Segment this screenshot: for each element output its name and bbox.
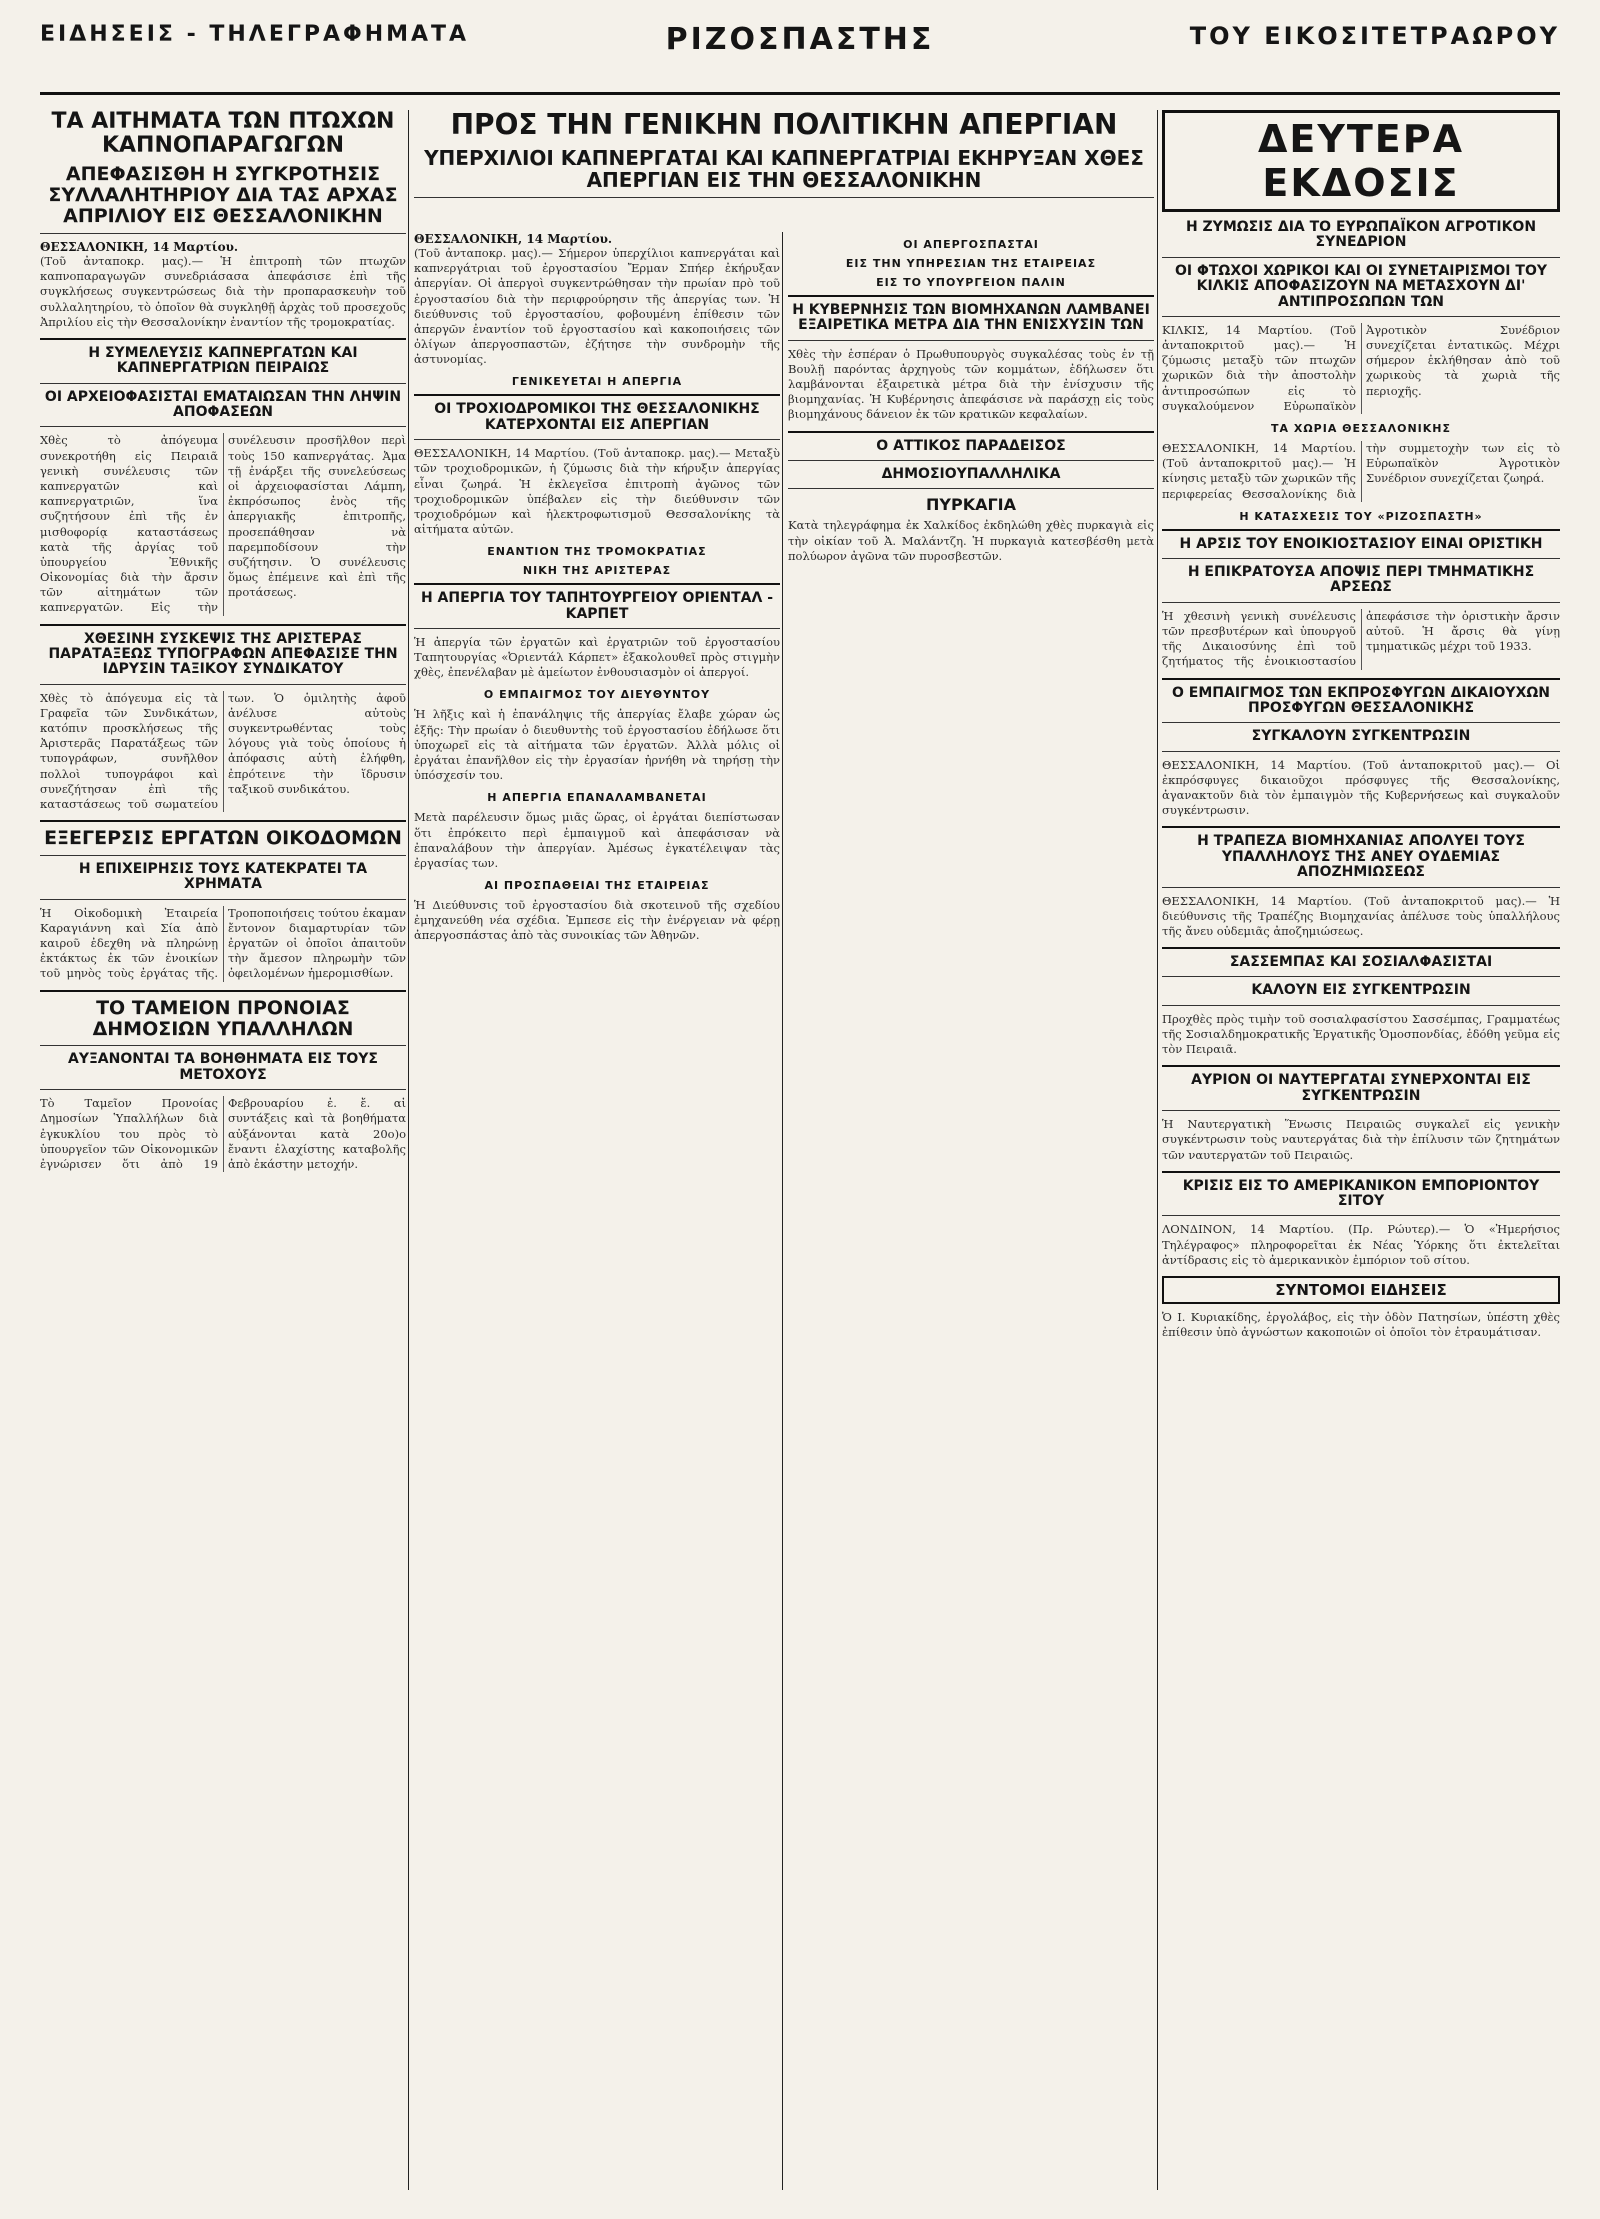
headline-sub: ΟΙ ΦΤΩΧΟΙ ΧΩΡΙΚΟΙ ΚΑΙ ΟΙ ΣΥΝΕΤΑΙΡΙΣΜΟΙ ΤΟΥ ΚΙΛΚΙΣ ΑΠΟΦΑΣΙΖΟΥΝ ΝΑ ΜΕΤΑΣΧΟΥΝ ΔΙ' ΑΝΤΙΠΡΟΣΩΠΩΝ ΤΩΝ [1162,264,1560,317]
column-rule [782,232,783,2190]
headline-sub: Η ΕΠΙΧΕΙΡΗΣΙΣ ΤΟΥΣ ΚΑΤΕΚΡΑΤΕΙ ΤΑ ΧΡΗΜΑΤΑ [40,862,406,900]
subhead: ΓΕΝΙΚΕΥΕΤΑΙ Η ΑΠΕΡΓΙΑ [511,375,683,389]
headline: ΤΑ ΑΙΤΗΜΑΤΑ ΤΩΝ ΠΤΩΧΩΝ ΚΑΠΝΟΠΑΡΑΓΩΓΩΝ [51,110,395,159]
headline-sub: ΑΠΕΦΑΣΙΣΘΗ Η ΣΥΓΚΡΟΤΗΣΙΣ ΣΥΛΛΑΛΗΤΗΡΙΟΥ ΔΙΑ ΤΑΣ ΑΡΧΑΣ ΑΠΡΙΛΙΟΥ ΕΙΣ ΘΕΣΣΑΛΟΝΙΚΗΝ [40,164,406,234]
article-body: Ἡ Ναυτεργατικὴ Ἕνωσις Πειραιῶς συγκαλεῖ εἰς γενικὴν συγκέντρωσιν τοὺς ναυτεργάτας διὰ τὴν ἐπίλυσιν τῶν ζητημάτων τῶν ναυτεργατῶν τοῦ Πειραιῶς. [1162,1117,1560,1162]
article-body: Χθὲς τὸ ἀπόγευμα συνεκροτήθη εἰς Πειραιᾶ γενικὴ συνέλευσις τῶν καπνεργατῶν καὶ καπνεργατριῶν, ἵνα συζητήσουν ἐπὶ τῆς ἐν μισθοφορίᾳ καταστάσεως κατὰ τῆς ἀργίας τοῦ ὑπουργείου Ἐθνικῆς Οἰκονομίας διὰ τὴν ἄρσιν τῶν αἰτημάτων τῶν καπνεργατῶν. Εἰς τὴν συνέλευσιν προσῆλθον περὶ τοὺς 150 καπνεργάτας. Ἀμα τῇ ἐνάρξει τῆς συνελεύσεως οἱ ἀρχειοφασίσται Λάμπη, ἐκπρόσωπος ἐνὸς τῆς ἀπεργιακῆς ἐπιτροπῆς, προσεπάθησαν νὰ παρεμποδίσουν τὴν συζήτησιν. Ὁ συνέλευσις ὅμως ἐπέμεινε καὶ ἐπὶ τῆς προτάσεως. [40,433,406,615]
article-body: Τὸ Ταμεῖον Προνοίας Δημοσίων Ὑπαλλήλων διὰ ἐγκυκλίου του πρὸς τὸ ὑπουργεῖον τῶν Οἰκονομικῶν ἐγνώρισεν ὅτι ἀπὸ 19 Φεβρουαρίου ἐ. ἔ. αἱ συντάξεις καὶ τὰ βοηθήματα αὐξάνονται κατὰ 20ο)ο ἔναντι ἐλαχίστης καταβολῆς ἀπὸ ἐκάστην μετοχήν. [40,1096,406,1171]
headline-sub: ΑΥΞΑΝΟΝΤΑΙ ΤΑ ΒΟΗΘΗΜΑΤΑ ΕΙΣ ΤΟΥΣ ΜΕΤΟΧΟΥΣ [40,1052,406,1090]
headline: ΟΙ ΤΡΟΧΙΟΔΡΟΜΙΚΟΙ ΤΗΣ ΘΕΣΣΑΛΟΝΙΚΗΣ ΚΑΤΕΡΧΟΝΤΑΙ ΕΙΣ ΑΠΕΡΓΙΑΝ [414,394,780,440]
newspaper-title: ΡΙΖΟΣΠΑΣΤΗΣ [665,22,935,57]
article-body: ΘΕΣΣΑΛΟΝΙΚΗ, 14 Μαρτίου. (Τοῦ ἀνταποκριτοῦ μας).— Ἡ κίνησις μεταξὺ τῶν χωρικῶν τῆς περιφερείας Θεσσαλονίκης διὰ τὴν συμμετοχὴν των εἰς τὸ Εὐρωπαϊκὸν Ἀγροτικὸν Συνέδριον συνεχίζεται ζωηρά. [1162,440,1560,501]
headline: ΤΟ ΤΑΜΕΙΟΝ ΠΡΟΝΟΙΑΣ ΔΗΜΟΣΙΩΝ ΥΠΑΛΛΗΛΩΝ [40,990,406,1047]
headline: ΧΘΕΣΙΝΗ ΣΥΣΚΕΨΙΣ ΤΗΣ ΑΡΙΣΤΕΡΑΣ ΠΑΡΑΤΑΞΕΩΣ ΤΥΠΟΓΡΑΦΩΝ ΑΠΕΦΑΣΙΣΕ ΤΗΝ ΙΔΡΥΣΙΝ ΤΑΞΙΚΟΥ ΣΥΝΔΙΚΑΤΟΥ [40,624,406,685]
subhead: ΑΙ ΠΡΟΣΠΑΘΕΙΑΙ ΤΗΣ ΕΤΑΙΡΕΙΑΣ [484,879,710,893]
subhead: ΕΙΣ ΤΟ ΥΠΟΥΡΓΕΙΟΝ ΠΑΛΙΝ [876,276,1066,289]
headline: ΕΞΕΓΕΡΣΙΣ ΕΡΓΑΤΩΝ ΟΙΚΟΔΟΜΩΝ [40,820,406,856]
dateline: ΘΕΣΣΑΛΟΝΙΚΗ, 14 Μαρτίου. [414,232,613,246]
headline: ΠΥΡΚΑΓΙΑ [925,495,1016,515]
headline: Η ΣΥΜΕΛΕΥΣΙΣ ΚΑΠΝΕΡΓΑΤΩΝ ΚΑΙ ΚΑΠΝΕΡΓΑΤΡΙΩΝ ΠΕΙΡΑΙΩΣ [40,338,406,384]
article-body: Κατὰ τηλεγράφημα ἐκ Χαλκίδος ἐκδηλώθη χθὲς πυρκαγιὰ εἰς τὴν οἰκίαν τοῦ Ἀ. Μαλάντζη. Ἡ πυρκαγιὰ κατεσβέσθη μετὰ πολύωρον ἀγῶνα τῶν πυροσβεστῶν. [788,518,1154,563]
article-body: Ἡ χθεσινὴ γενικὴ συνέλευσις τῶν πρεσβυτέρων καὶ ὑπουργοῦ τῆς Δικαιοσύνης ἐπὶ τοῦ ζητήματος τῆς ἐνοικιοστασίου ἀπεφάσισε τὴν ὁριστικὴν ἄρσιν αὐτοῦ. Ἡ ἄρσις θὰ γίνῃ τμηματικῶς μέχρι τοῦ 1933. [1162,608,1560,669]
subhead: Ο ΕΜΠΑΙΓΜΟΣ ΤΟΥ ΔΙΕΥΘΥΝΤΟΥ [483,688,711,702]
edition-title: ΤΟΥ ΕΙΚΟΣΙΤΕΤΡΑΩΡΟΥ [1189,22,1560,50]
column-rule [1157,110,1158,2190]
subhead: Η ΑΠΕΡΓΙΑ ΕΠΑΝΑΛΑΜΒΑΝΕΤΑΙ [487,791,707,805]
banner-headline [414,110,1154,230]
article-body: ΛΟΝΔΙΝΟΝ, 14 Μαρτίου. (Πρ. Ρώυτερ).— Ὁ «Ἡμερήσιος Τηλέγραφος» πληροφορεῖται ἐκ Νέας Ὑόρκης ὅτι ἐκτελεῖται ἀντίδρασις εἰς τὸ ἀμερικανικὸν ἐμπόριον τοῦ σίτου. [1162,1222,1560,1267]
section-title: ΕΙΔΗΣΕΙΣ - ΤΗΛΕΓΡΑΦΗΜΑΤΑ [40,22,470,47]
column-4 [1162,110,1560,2190]
subhead: ΟΙ ΑΠΕΡΓΟΣΠΑΣΤΑΙ [903,238,1039,251]
column-2 [414,232,780,2190]
subhead: Η ΚΑΤΑΣΧΕΣΙΣ ΤΟΥ «ΡΙΖΟΣΠΑΣΤΗ» [1239,509,1483,523]
headline: Η ΤΡΑΠΕΖΑ ΒΙΟΜΗΧΑΝΙΑΣ ΑΠΟΛΥΕΙ ΤΟΥΣ ΥΠΑΛΛΗΛΟΥΣ ΤΗΣ ΑΝΕΥ ΟΥΔΕΜΙΑΣ ΑΠΟΖΗΜΙΩΣΕΩΣ [1162,826,1560,887]
article-body: Ὁ Ι. Κυριακίδης, ἐργολάβος, εἰς τὴν ὁδὸν Πατησίων, ὑπέστη χθὲς ἐπίθεσιν ὑπὸ ἀγνώστων κακοποιῶν οἱ ὁποῖοι τὸν ἐτραυμάτισαν. [1162,1309,1560,1340]
headline-sub: ΟΙ ΑΡΧΕΙΟΦΑΣΙΣΤΑΙ ΕΜΑΤΑΙΩΣΑΝ ΤΗΝ ΛΗΨΙΝ ΑΠΟΦΑΣΕΩΝ [40,390,406,428]
headline: ΚΡΙΣΙΣ ΕΙΣ ΤΟ ΑΜΕΡΙΚΑΝΙΚΟΝ ΕΜΠΟΡΙΟΝΤΟΥ ΣΙΤΟΥ [1162,1171,1560,1217]
headline-sub: ΣΥΓΚΑΛΟΥΝ ΣΥΓΚΕΝΤΡΩΣΙΝ [1162,729,1560,751]
headline: ΠΡΟΣ ΤΗΝ ΓΕΝΙΚΗΝ ΠΟΛΙΤΙΚΗΝ ΑΠΕΡΓΙΑΝ [450,108,1118,141]
subhead: ΕΙΣ ΤΗΝ ΥΠΗΡΕΣΙΑΝ ΤΗΣ ΕΤΑΙΡΕΙΑΣ [845,257,1097,270]
headline-sub: ΚΑΛΟΥΝ ΕΙΣ ΣΥΓΚΕΝΤΡΩΣΙΝ [1162,983,1560,1005]
column-rule [408,110,409,2190]
article-body: Ἡ Οἰκοδομικὴ Ἑταιρεία Καραγιάννη καὶ Σία ἀπὸ καιροῦ ἐδεχθη νὰ πληρώνῃ ἐκτάκτως ἐκ τῶν ἐνοικίων τοῦ μηνὸς τοὺς ἐργάτας τῆς. Τροποποιήσεις τούτου ἐκαμαν ἔντονον διαμαρτυρίαν τῶν ἐργατῶν οἱ ὁποῖοι ἀπαιτοῦν τὴν ἄμεσον πληρωμὴν τῶν ὀφειλομένων ἡμερομισθίων. [40,905,406,981]
headline: Η ΚΥΒΕΡΝΗΣΙΣ ΤΩΝ ΒΙΟΜΗΧΑΝΩΝ ΛΑΜΒΑΝΕΙ ΕΞΑΙΡΕΤΙΚΑ ΜΕΤΡΑ ΔΙΑ ΤΗΝ ΕΝΙΣΧΥΣΙΝ ΤΩΝ [788,295,1154,341]
article-body: Προχθὲς πρὸς τιμὴν τοῦ σοσιαλφασίστου Σασσέμπας, Γραμματέως τῆς Σοσιαλδημοκρατικῆς Ἐργατικῆς Ὁμοσπονδίας, ἐδόθη γεῦμα εἰς τὸν Πειραιᾶ. [1162,1011,1560,1057]
headline: Ο ΑΤΤΙΚΟΣ ΠΑΡΑΔΕΙΣΟΣ [788,431,1154,461]
article-body: Χθὲς τὸ ἀπόγευμα εἰς τὰ Γραφεῖα τῶν Συνδικάτων, κατόπιν προσκλήσεως τῆς Ἀριστερᾶς Παρατάξεως τῶν τυπογράφων, συνῆλθον πολλοὶ τυπογράφοι καὶ συνεζήτησαν ἐπὶ τῆς καταστάσεως τοῦ σωματείου των. Ὁ ὁμιλητὴς ἀφοῦ ἀνέλυσε αὐτοὺς συγκεντρωθέντας τοὺς λόγους γιὰ τοὺς ὁποίους ἡ ἀπόφασις αὐτὴ ἐλήφθη, ἐπρότεινε τὴν ἵδρυσιν ταξικοῦ συνδικάτου. [40,690,406,811]
article-body: Ἡ ἀπεργία τῶν ἐργατῶν καὶ ἐργατριῶν τοῦ ἐργοστασίου Ταπητουργίας «Ὀριεντάλ Κάρπετ» ἐξακολουθεῖ πρὸς στιγμὴν χθὲς, ἐπενέλαβαν μὲ ἀμείωτον ἐνθουσιασμὸν οἱ ἀπεργοί. [414,634,780,680]
article-body: (Τοῦ ἀνταποκρ. μας).— Ἡ ἐπιτροπὴ τῶν πτωχῶν καπνοπαραγωγῶν συνεδριάσασα ἀπεφάσισε ἐπὶ τῆς συγκλήσεως συγκεντρώσεως διὰ τὴν προπαρασκευὴν τοῦ συλλαλητηρίου, τὸ ὁποῖον θὰ συγκληθῇ ἀρχὰς τοῦ προσεχοῦς Ἀπριλίου εἰς τὴν Θεσσαλονίκην ἐναντίον τῆς τρομοκρατίας. [40,254,406,329]
article-body: Μετὰ παρέλευσιν ὅμως μιᾶς ὥρας, οἱ ἐργάται διεπίστωσαν ὅτι ἐπρόκειτο περὶ ἐμπαιγμοῦ καὶ ἀπεφάσισαν νὰ ἐπαναλάβουν τὴν ἀπεργίαν. Ἀμέσως ἐγκατέλειψαν τὰς ἐργασίας των. [414,810,780,870]
article-body: ΘΕΣΣΑΛΟΝΙΚΗ, 14 Μαρτίου. (Τοῦ ἀνταποκριτοῦ μας).— Ἡ διεύθυνσις τῆς Τραπέζης Βιομηχανίας ἀπέλυσε τοὺς ὑπαλλήλους τῆς ἄνευ οὐδεμιᾶς ἀποζημιώσεως. [1162,893,1560,938]
article-body: Ἡ Διεύθυνσις τοῦ ἐργοστασίου διὰ σκοτεινοῦ τῆς σχεδίου ἐμηχανεύθη νέα σχέδια. Ἐμπεσε εἰς τὴν ἐνέργειαν νὰ φέρῃ ἀπεργοσπάστας ἀπὸ τὰς συνοικίας τῶν Ἀθηνῶν. [414,898,780,943]
subhead: ΕΝΑΝΤΙΟΝ ΤΗΣ ΤΡΟΜΟΚΡΑΤΙΑΣ [487,545,707,559]
headline: ΔΗΜΟΣΙΟΥΠΑΛΛΗΛΙΚΑ [788,467,1154,489]
article-body: (Τοῦ ἀνταποκρ. μας).— Σήμερον ὑπερχίλιοι καπνεργάται καὶ καπνεργάτριαι τοῦ ἐργοστασίου Ἔρμαν Σπήερ ἐκήρυξαν ἀπεργίαν. Οἱ ἀπεργοὶ συγκεντρώθησαν τὴν πρωίαν πρὸ τοῦ ἐργοστασίου διὰ τὴν περιφρούρησιν τῆς ἀπεργίας των. Ἡ διεύθυνσις τοῦ ἐργοστασίου, φοβουμένη ἐπίθεσιν τῶν ἀπεργῶν ἐναντίον τοῦ ἐργοστασίου καὶ κακοποιήσεις τῶν ὀλίγων ἀπεργοσπαστῶν, ἐζήτησε τὴν συνδρομὴν τῆς ἀστυνομίας. [414,246,780,367]
subhead: ΤΑ ΧΩΡΙΑ ΘΕΣΣΑΛΟΝΙΚΗΣ [1271,421,1451,435]
headline-sub: Η ΕΠΙΚΡΑΤΟΥΣΑ ΑΠΟΨΙΣ ΠΕΡΙ ΤΜΗΜΑΤΙΚΗΣ ΑΡΣΕΩΣ [1162,565,1560,603]
article-body: Χθὲς τὴν ἑσπέραν ὁ Πρωθυπουργὸς συγκαλέσας τοὺς ἐν τῇ Βουλῇ παρόντας ἀρχηγοὺς τῶν κομμάτων, ἐδήλωσεν ὅτι λαμβάνονται ἐξαιρετικὰ μέτρα διὰ τὴν ἐνίσχυσιν τῆς βιομηχανίας. Ἡ Κυβέρνησις ἀπεφάσισε νὰ παράσχῃ εἰς τοὺς βιομηχάνους δάνειον ἐκ τῶν κρατικῶν κεφαλαίων. [788,346,1154,422]
article-body: ΚΙΛΚΙΣ, 14 Μαρτίου. (Τοῦ ἀνταποκριτοῦ μας).— Ἡ ζύμωσις μεταξὺ τῶν πτωχῶν χωρικῶν διὰ τὴν ἀποστολὴν ἀντιπροσώπων εἰς τὸ συγκαλούμενον Εὐρωπαϊκὸν Ἀγροτικὸν Συνέδριον συνεχίζεται ἐντατικῶς. Μέχρι σήμερον ἐκλήθησαν ἀπὸ τοῦ χωρικοὺς τὰ χωριὰ τῆς περιοχῆς. [1162,322,1560,413]
headline: ΑΥΡΙΟΝ ΟΙ ΝΑΥΤΕΡΓΑΤΑΙ ΣΥΝΕΡΧΟΝΤΑΙ ΕΙΣ ΣΥΓΚΕΝΤΡΩΣΙΝ [1162,1065,1560,1111]
headline: Η ΖΥΜΩΣΙΣ ΔΙΑ ΤΟ ΕΥΡΩΠΑΪΚΟΝ ΑΓΡΟΤΙΚΟΝ ΣΥΝΕΔΡΙΟΝ [1162,220,1560,258]
article-body: ΘΕΣΣΑΛΟΝΙΚΗ, 14 Μαρτίου. (Τοῦ ἀνταποκρ. μας).— Μεταξὺ τῶν τροχιοδρομικῶν, ἡ ζύμωσις διὰ τὴν κήρυξιν ἀπεργίας εἶναι ζωηρά. Ἡ ἐκλεγεῖσα ἐπιτροπὴ ἀγῶνος τῶν τροχιοδρομικῶν ὑπέβαλεν εἰς τὴν διεύθυνσιν τῶν τροχιοδρόμων καὶ ἠλεκτροφωτισμοῦ Θεσσαλονίκης τὰ αἰτήματα αὐτῶν. [414,446,780,537]
article-body: ΘΕΣΣΑΛΟΝΙΚΗ, 14 Μαρτίου. (Τοῦ ἀνταποκριτοῦ μας).— Οἱ ἐκπρόσφυγες δικαιοῦχοι πρόσφυγες τῆς Θεσσαλονίκης, ἀγανακτοῦν διὰ τὸν ἐμπαιγμὸν τῆς Κυβερνήσεως καὶ συγκαλοῦν συγκέντρωσιν. [1162,757,1560,818]
column-3 [788,232,1154,2190]
headline-sub: ΥΠΕΡΧΙΛΙΟΙ ΚΑΠΝΕΡΓΑΤΑΙ ΚΑΙ ΚΑΠΝΕΡΓΑΤΡΙΑΙ ΕΚΗΡΥΞΑΝ ΧΘΕΣ ΑΠΕΡΓΙΑΝ ΕΙΣ ΤΗΝ ΘΕΣΣΑΛΟΝΙΚΗΝ [414,147,1154,198]
subhead: ΝΙΚΗ ΤΗΣ ΑΡΙΣΤΕΡΑΣ [522,564,672,578]
headline: ΣΥΝΤΟΜΟΙ ΕΙΔΗΣΕΙΣ [1162,1276,1560,1304]
second-edition-banner: ΔΕΥΤΕΡΑ ΕΚΔΟΣΙΣ [1162,110,1560,212]
masthead [40,14,1560,95]
headline: Ο ΕΜΠΑΙΓΜΟΣ ΤΩΝ ΕΚΠΡΟΣΦΥΓΩΝ ΔΙΚΑΙΟΥΧΩΝ ΠΡΟΣΦΥΓΩΝ ΘΕΣΣΑΛΟΝΙΚΗΣ [1162,678,1560,724]
headline: ΣΑΣΣΕΜΠΑΣ ΚΑΙ ΣΟΣΙΑΛΦΑΣΙΣΤΑΙ [1162,947,1560,977]
column-1 [40,110,406,2190]
headline: Η ΑΡΣΙΣ ΤΟΥ ΕΝΟΙΚΙΟΣΤΑΣΙΟΥ ΕΙΝΑΙ ΟΡΙΣΤΙΚΗ [1162,529,1560,559]
article-body: Ἡ λῆξις καὶ ἡ ἐπανάληψις τῆς ἀπεργίας ἔλαβε χώραν ὡς ἑξῆς: Τὴν πρωίαν ὁ διευθυντὴς τοῦ ἐργοστασίου ἐδήλωσε ὅτι ὑποχωρεῖ εἰς τὰ αἰτήματα τῶν ἐργατῶν. Ἀλλὰ μόλις οἱ ἐργάται ἐπανῆλθον εἰς τὴν ἐργασίαν ἠρνήθη νὰ τηρήσῃ τὴν ὑπόσχεσίν του. [414,707,780,783]
headline: Η ΑΠΕΡΓΙΑ ΤΟΥ ΤΑΠΗΤΟΥΡΓΕΙΟΥ ΟΡΙΕΝΤΑΛ - ΚΑΡΠΕΤ [414,583,780,629]
dateline: ΘΕΣΣΑΛΟΝΙΚΗ, 14 Μαρτίου. [40,240,239,255]
